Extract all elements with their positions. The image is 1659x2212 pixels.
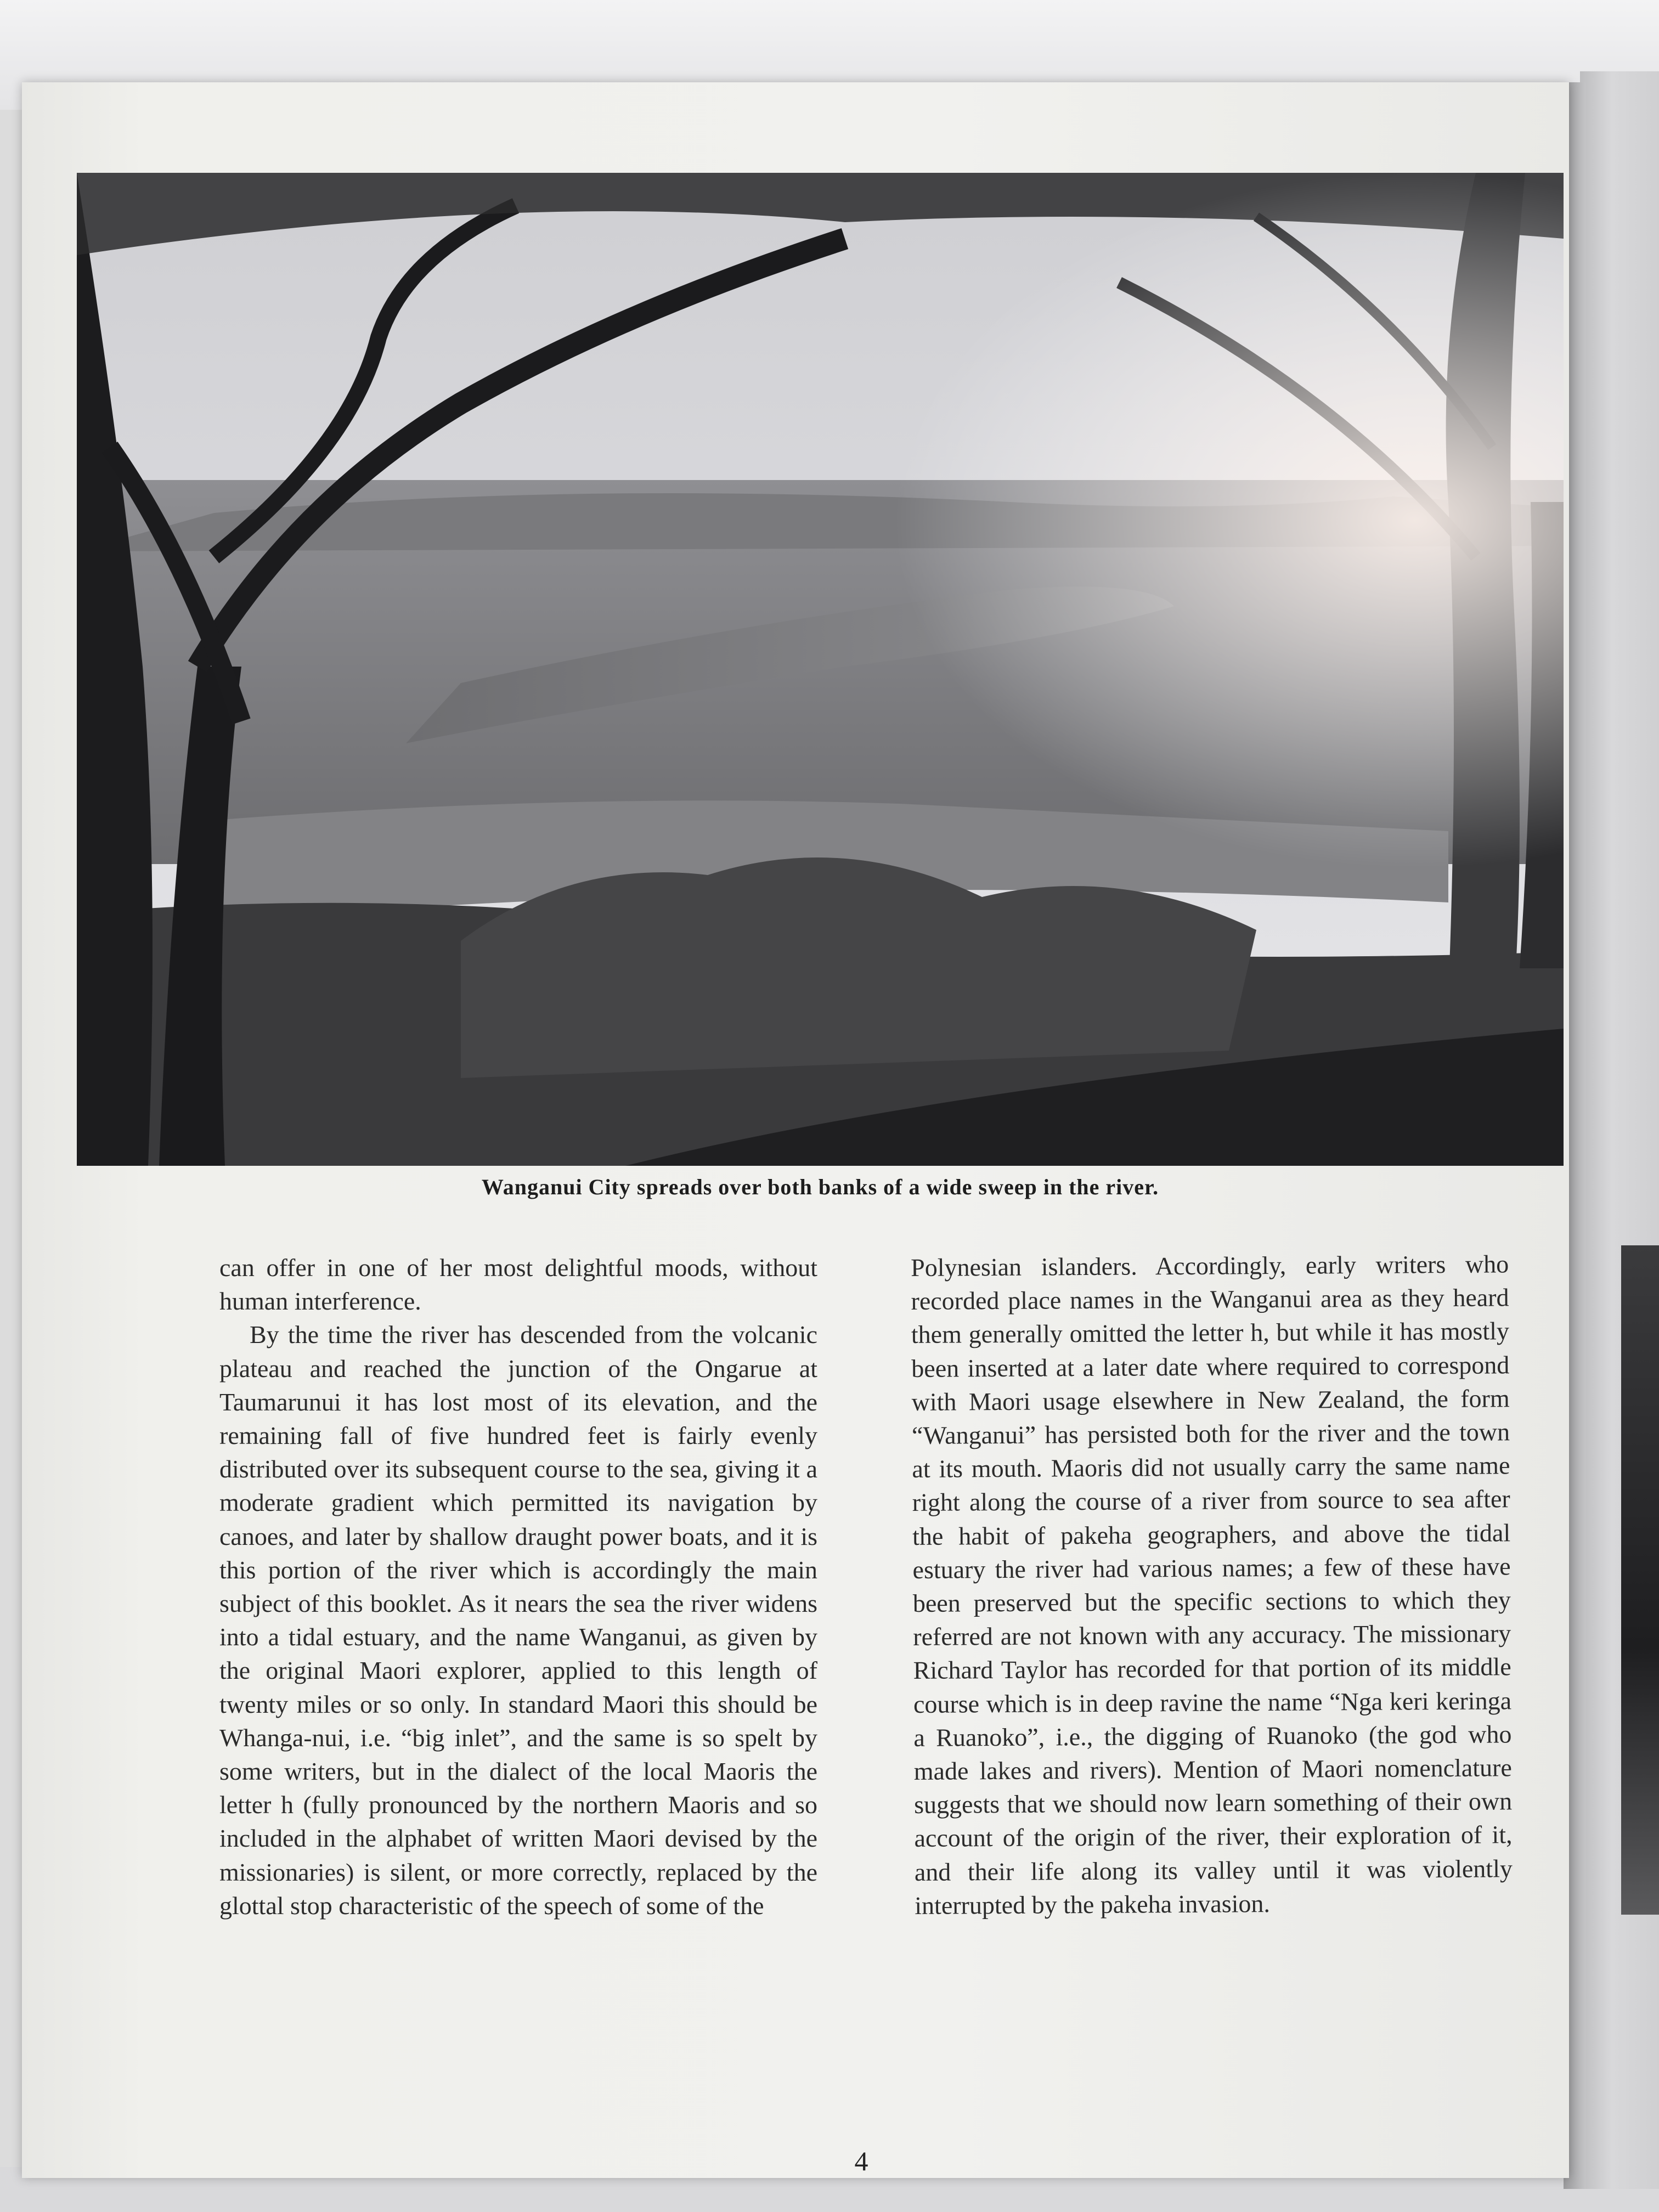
landscape-photo-icon [77, 173, 1564, 1166]
page-number: 4 [854, 2146, 868, 2176]
landscape-photo [77, 173, 1564, 1166]
paragraph: By the time the river has descended from the volcanic plateau and reached the junction of the Ongarue at Taumarunui it has lost most of its elevation, and the remaining fall of five hundred feet is fairly evenly distributed over its subsequent course to the sea, giving it a moderate gradient which permitted its navigation by canoes, and later by shallow draught power boats, and it is this portion of the river which is accordingly the main subject of this booklet. As it nears the sea the river widens into a tidal estuary, and the name Wanganui, as given by the original Maori explorer, applied to this length of twenty miles or so only. In standard Maori this should be Whanga-nui, i.e. “big inlet”, and the same is so spelt by some writers, but in the dialect of the local Maoris the letter h (fully pronounced by the northern Maoris and so included in the alphabet of written Maori devised by the missionaries) is silent, or more correctly, replaced by the glottal stop characteristic of the speech of some of the [219, 1321, 817, 1920]
photo-caption: Wanganui City spreads over both banks of a wide sweep in the river. [481, 1175, 1159, 1199]
adjacent-page-photo [1621, 1245, 1659, 1915]
text-column-right [911, 1247, 1513, 1922]
paragraph: can offer in one of her most delightful moods, without human interference. [219, 1254, 817, 1316]
paragraph: Polynesian islanders. Accordingly, early writers who recorded place names in the Wanganui area as they heard them generally omitted the letter h, but while it has mostly been inserted at a later date where required to correspond with Maori usage elsewhere in New Zealand, the form “Wanganui” has persisted both for the river and the town at its mouth. Maoris did not usually carry the same name right along the course of a river from source to sea after the habit of pakeha geographers, and above the tidal estuary the river had various names; a few of these have been preserved but the specific sections to which they referred are not known with any accuracy. The missionary Richard Taylor has recorded for that portion of its middle course which is in deep ravine the name “Nga keri keringa a Ruanoko”, i.e., the digging of Ruanoko (the god who made lakes and rivers). Mention of Maori nomenclature suggests that we should now learn something of their own account of the origin of the river, their exploration of it, and their life along its valley until it was violently interrupted by the pakeha invasion. [911, 1250, 1513, 1920]
booklet-page [22, 82, 1569, 2178]
text-column-left [219, 1251, 817, 1922]
